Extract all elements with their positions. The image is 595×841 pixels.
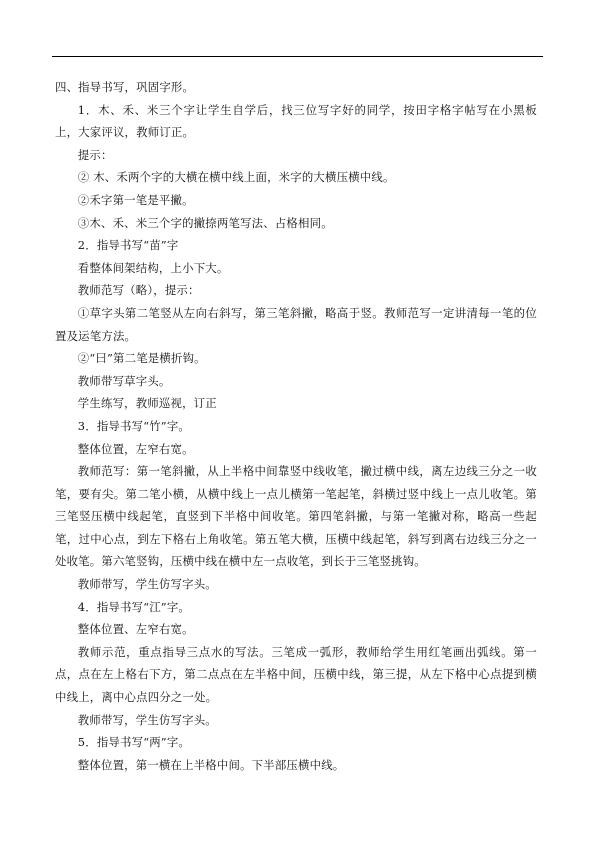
- subheading: 5．指导书写“两”字。: [77, 735, 191, 750]
- subheading: 4．指导书写“江”字。: [77, 599, 191, 614]
- section-heading: 四、指导书写，巩固字形。: [55, 80, 195, 94]
- header-rule: [52, 56, 543, 57]
- paragraph: 整体位置、左窄右宽。: [77, 622, 194, 637]
- subheading: 3．指导书写“竹”字。: [77, 418, 191, 433]
- subheading: 2．指导书写“苗”字: [77, 238, 179, 253]
- paragraph: 整体位置，左窄右宽。: [77, 441, 194, 456]
- paragraph: ②禾字第一笔是平撇。: [77, 192, 194, 207]
- paragraph: 看整体间架结构，上小下大。: [77, 260, 229, 275]
- paragraph: 提示：: [77, 147, 113, 162]
- paragraph: 教师范写（略），提示：: [77, 283, 200, 298]
- paragraph: ② 木、禾两个字的大横在横中线上面，米字的大横压横中线。: [77, 170, 395, 185]
- paragraph: 整体位置，第一横在上半格中间。下半部压横中线。: [77, 757, 345, 772]
- paragraph: 学生练写，教师巡视，订正: [77, 396, 217, 411]
- paragraph: ②“曰”第二笔是横折钩。: [77, 351, 206, 366]
- paragraph: 教师示范，重点指导三点水的写法。三笔成一弧形，教师给学生用红笔画出弧线。第一点，点在左上格右下方，第二点点在左半格中间，压横中线，第三提，从左下格中心点提到横中线上，离中心点四分之一处。: [55, 644, 537, 705]
- paragraph: 教师带写，学生仿写字头。: [77, 712, 217, 727]
- document-body: [55, 76, 537, 776]
- paragraph: ①草字头第二笔竖从左向右斜写，第三笔斜撇，略高于竖。教师范写一定讲清每一笔的位置及运笔方法。: [55, 305, 537, 343]
- paragraph: 教师范写：第一笔斜撇，从上半格中间靠竖中线收笔，撇过横中线，离左边线三分之一收笔，要有尖。第二笔小横，从横中线上一点儿横第一笔起笔，斜横过竖中线上一点儿收笔。第三笔竖压横中线起笔，直竖到下半格中间收笔。第四笔斜撇，与第一笔撇对称，略高一些起笔，过中心点，到左下格右上角收笔。第五笔大横，压横中线起笔，斜写到离右边线三分之一处收笔。第六笔竖钩，压横中线在横中左一点收笔，到长于三笔竖挑钩。: [55, 464, 537, 569]
- paragraph: 教师带写，学生仿写字头。: [77, 577, 217, 592]
- paragraph: 1．木、禾、米三个字让学生自学后，找三位写字好的同学，按田字格字帖写在小黑板上，大家评议，教师订正。: [55, 102, 537, 140]
- paragraph: 教师带写草字头。: [77, 373, 171, 388]
- paragraph: ③木、禾、米三个字的撇捺两笔写法、占格相同。: [77, 215, 333, 230]
